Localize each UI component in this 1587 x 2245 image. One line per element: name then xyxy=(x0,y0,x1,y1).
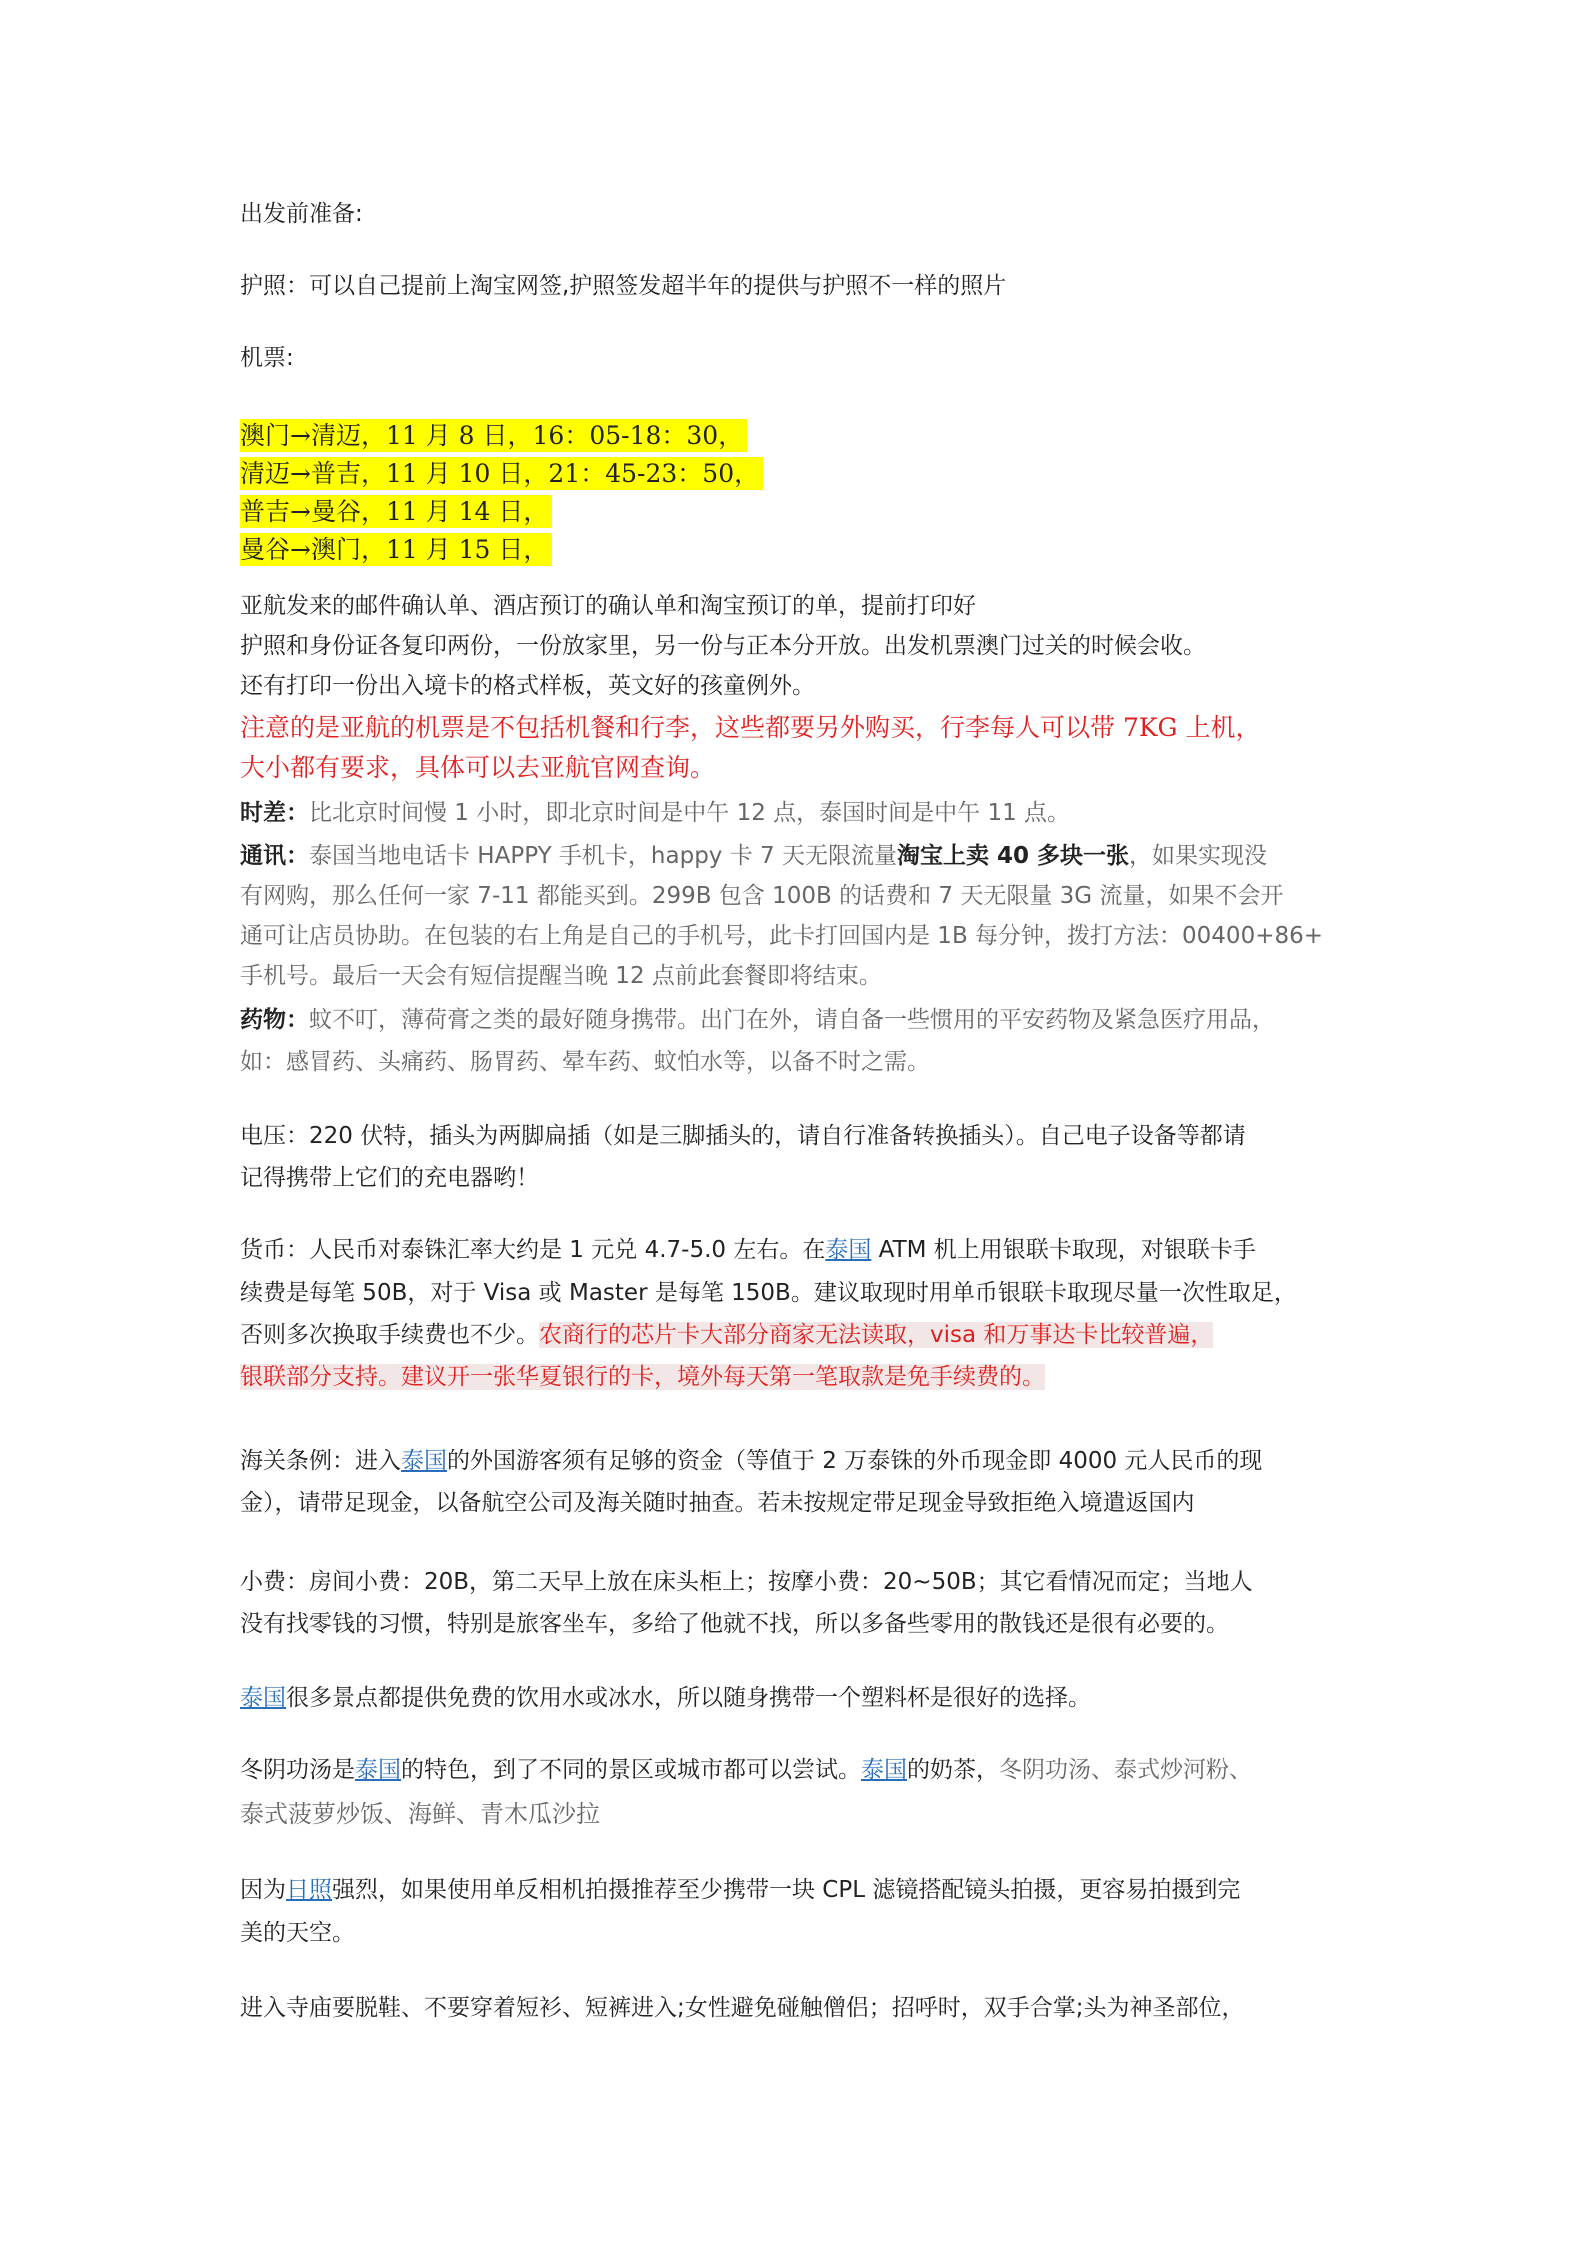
food-note: 冬阴功汤是泰国的特色，到了不同的景区或城市都可以尝试。泰国的奶茶，冬阴功汤、泰式炒河粉、 xyxy=(240,1757,1252,1783)
comms-note: 通可让店员协助。在包装的右上角是自己的手机号，此卡打回国内是 1B 每分钟，拨打方法：00400+86+ xyxy=(240,923,1324,949)
flight-item: 清迈→普吉，11 月 10 日，21：45-23：50， xyxy=(240,456,763,492)
customs-note: 金），请带足现金，以备航空公司及海关随时抽查。若未按规定带足现金导致拒绝入境遣返国内 xyxy=(240,1490,1195,1516)
flight-item: 澳门→清迈，11 月 8 日，16：05-18：30， xyxy=(240,418,747,454)
comms-note: 手机号。最后一天会有短信提醒当晚 12 点前此套餐即将结束。 xyxy=(240,963,882,989)
airasia-warning: 注意的是亚航的机票是不包括机餐和行李，这些都要另外购买，行李每人可以带 7KG 上机， xyxy=(240,713,1261,742)
timezone-note: 时差：比北京时间慢 1 小时，即北京时间是中午 12 点，泰国时间是中午 11 点。 xyxy=(240,800,1071,826)
medicine-note: 药物：蚊不叮，薄荷膏之类的最好随身携带。出门在外，请自备一些惯用的平安药物及紧急医疗用品， xyxy=(240,1007,1275,1033)
prep-note: 亚航发来的邮件确认单、酒店预订的确认单和淘宝预订的单，提前打印好 xyxy=(240,593,976,619)
comms-note: 有网购，那么任何一家 7-11 都能买到。299B 包含 100B 的话费和 7 天无限量 3G 流量，如果不会开 xyxy=(240,883,1284,909)
sunlight-link[interactable]: 日照 xyxy=(286,1877,332,1903)
passport-note: 护照：可以自己提前上淘宝网签,护照签发超半年的提供与护照不一样的照片 xyxy=(240,273,1007,299)
temple-note: 进入寺庙要脱鞋、不要穿着短衫、短裤进入;女性避免碰触僧侣；招呼时，双手合掌;头为神圣部位， xyxy=(240,1995,1245,2021)
thailand-link[interactable]: 泰国 xyxy=(401,1448,447,1474)
airasia-warning: 大小都有要求，具体可以去亚航官网查询。 xyxy=(240,753,716,782)
medicine-note: 如：感冒药、头痛药、肠胃药、晕车药、蚊怕水等，以备不时之需。 xyxy=(240,1049,930,1075)
food-note: 泰式菠萝炒饭、海鲜、青木瓜沙拉 xyxy=(240,1800,600,1828)
thailand-link[interactable]: 泰国 xyxy=(825,1237,872,1263)
water-note: 泰国很多景点都提供免费的饮用水或冰水，所以随身携带一个塑料杯是很好的选择。 xyxy=(240,1685,1091,1711)
sunlight-note: 因为日照强烈，如果使用单反相机拍摄推荐至少携带一块 CPL 滤镜搭配镜头拍摄，更容易拍摄到完 xyxy=(240,1877,1241,1903)
prep-note: 还有打印一份出入境卡的格式样板，英文好的孩童例外。 xyxy=(240,673,815,699)
currency-note: 否则多次换取手续费也不少。农商行的芯片卡大部分商家无法读取，visa 和万事达卡比较普遍， xyxy=(240,1322,1214,1348)
thailand-link[interactable]: 泰国 xyxy=(861,1757,907,1783)
thailand-link[interactable]: 泰国 xyxy=(240,1685,286,1711)
tips-note: 没有找零钱的习惯，特别是旅客坐车，多给了他就不找，所以多备些零用的散钱还是很有必要的。 xyxy=(240,1611,1229,1637)
voltage-note: 记得携带上它们的充电器哟！ xyxy=(240,1165,539,1191)
heading: 出发前准备: xyxy=(240,201,363,227)
flight-item: 曼谷→澳门，11 月 15 日， xyxy=(240,532,552,568)
currency-note: 银联部分支持。建议开一张华夏银行的卡，境外每天第一笔取款是免手续费的。 xyxy=(240,1364,1045,1390)
thailand-link[interactable]: 泰国 xyxy=(355,1757,401,1783)
voltage-note: 电压：220 伏特，插头为两脚扁插（如是三脚插头的，请自行准备转换插头）。自己电子设备等都请 xyxy=(240,1123,1246,1149)
flight-item: 普吉→曼谷，11 月 14 日， xyxy=(240,494,552,530)
currency-note: 货币：人民币对泰铢汇率大约是 1 元兑 4.7-5.0 左右。在泰国 ATM 机上用银联卡取现，对银联卡手 xyxy=(240,1237,1256,1263)
currency-note: 续费是每笔 50B，对于 Visa 或 Master 是每笔 150B。建议取现时用单币银联卡取现尽量一次性取足， xyxy=(240,1280,1297,1306)
prep-note: 护照和身份证各复印两份，一份放家里，另一份与正本分开放。出发机票澳门过关的时候会收。 xyxy=(240,633,1206,659)
comms-note: 通讯：泰国当地电话卡 HAPPY 手机卡，happy 卡 7 天无限流量淘宝上卖 40 多块一张，如果实现没 xyxy=(240,843,1268,869)
tickets-label: 机票: xyxy=(240,345,294,371)
tips-note: 小费：房间小费：20B，第二天早上放在床头柜上；按摩小费：20~50B；其它看情况而定；当地人 xyxy=(240,1569,1253,1595)
sunlight-note: 美的天空。 xyxy=(240,1920,355,1946)
customs-note: 海关条例：进入泰国的外国游客须有足够的资金（等值于 2 万泰铢的外币现金即 4000 元人民币的现 xyxy=(240,1448,1263,1474)
